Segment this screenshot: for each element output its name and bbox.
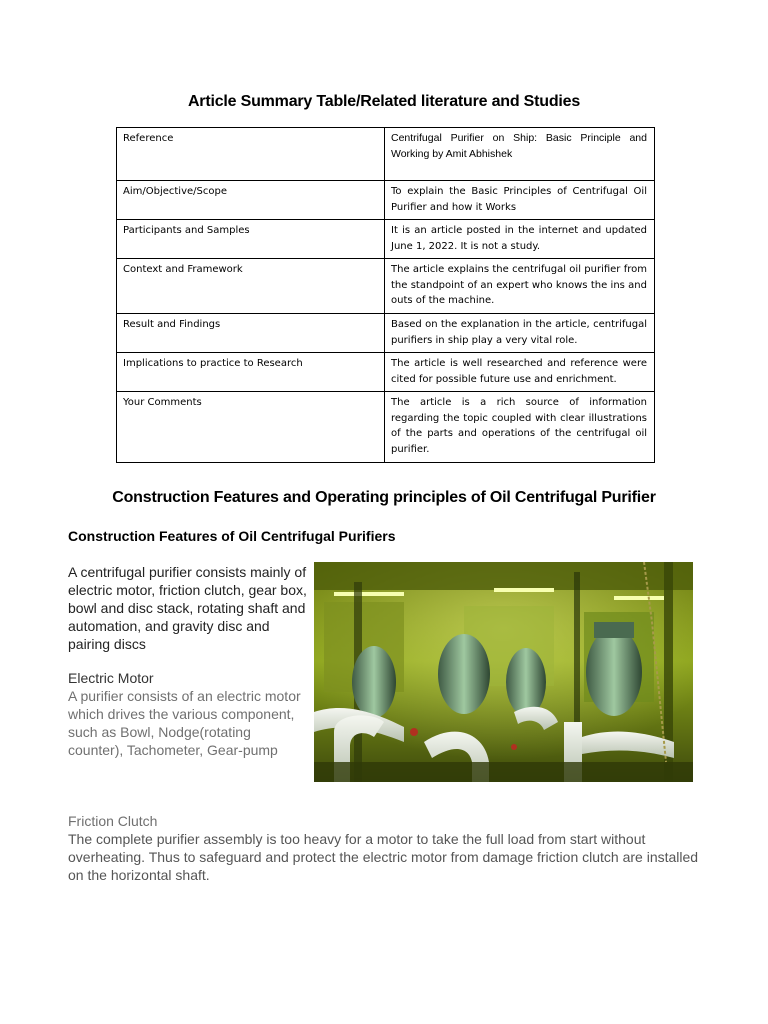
row-value: It is an article posted in the internet and updated June 1, 2022. It is not a study. xyxy=(385,220,655,259)
table-row xyxy=(117,314,655,353)
row-label: Context and Framework xyxy=(117,259,385,314)
electric-motor-body: A purifier consists of an electric motor which drives the various component, such as Bowl, Nodge(rotating counter), Tachometer, Gear-pump xyxy=(68,688,301,758)
document-title: Article Summary Table/Related literature and Studies xyxy=(187,93,581,110)
row-value: The article is well researched and reference were cited for possible future use and enrichment. xyxy=(385,353,655,392)
row-label: Reference xyxy=(117,128,385,181)
row-label: Your Comments xyxy=(117,392,385,463)
row-value: The article explains the centrifugal oil purifier from the standpoint of an expert who knows the ins and outs of the machine. xyxy=(385,259,655,314)
friction-clutch-section xyxy=(68,812,708,884)
friction-clutch-body: The complete purifier assembly is too heavy for a motor to take the full load from start without overheating. Thus to safeguard and protect the electric motor from damage friction clutch are installed on the horizontal shaft. xyxy=(68,831,699,883)
purifier-room-photo xyxy=(314,562,693,782)
row-label: Aim/Objective/Scope xyxy=(117,181,385,220)
table-row xyxy=(117,392,655,463)
row-label: Result and Findings xyxy=(117,314,385,353)
table-row xyxy=(117,353,655,392)
left-column-text xyxy=(68,563,308,759)
row-value: Centrifugal Purifier on Ship: Basic Principle and Working by Amit Abhishek xyxy=(385,128,655,181)
row-value: The article is a rich source of information regarding the topic coupled with clear illustrations of the parts and operations of the centrifugal oil purifier. xyxy=(385,392,655,463)
section-heading: Construction Features and Operating principles of Oil Centrifugal Purifier xyxy=(112,489,656,506)
article-summary-table xyxy=(116,127,655,463)
table-row xyxy=(117,259,655,314)
table-row xyxy=(117,181,655,220)
friction-clutch-heading: Friction Clutch xyxy=(68,813,158,829)
row-value: To explain the Basic Principles of Centrifugal Oil Purifier and how it Works xyxy=(385,181,655,220)
table-row xyxy=(117,128,655,181)
table-row xyxy=(117,220,655,259)
intro-paragraph: A centrifugal purifier consists mainly of electric motor, friction clutch, gear box, bowl and disc stack, rotating shaft and automation, and gravity disc and pairing discs xyxy=(68,564,307,652)
row-label: Participants and Samples xyxy=(117,220,385,259)
row-label: Implications to practice to Research xyxy=(117,353,385,392)
electric-motor-heading: Electric Motor xyxy=(68,670,154,686)
row-value: Based on the explanation in the article, centrifugal purifiers in ship play a very vital role. xyxy=(385,314,655,353)
sub-heading: Construction Features of Oil Centrifugal Purifiers xyxy=(68,528,396,544)
